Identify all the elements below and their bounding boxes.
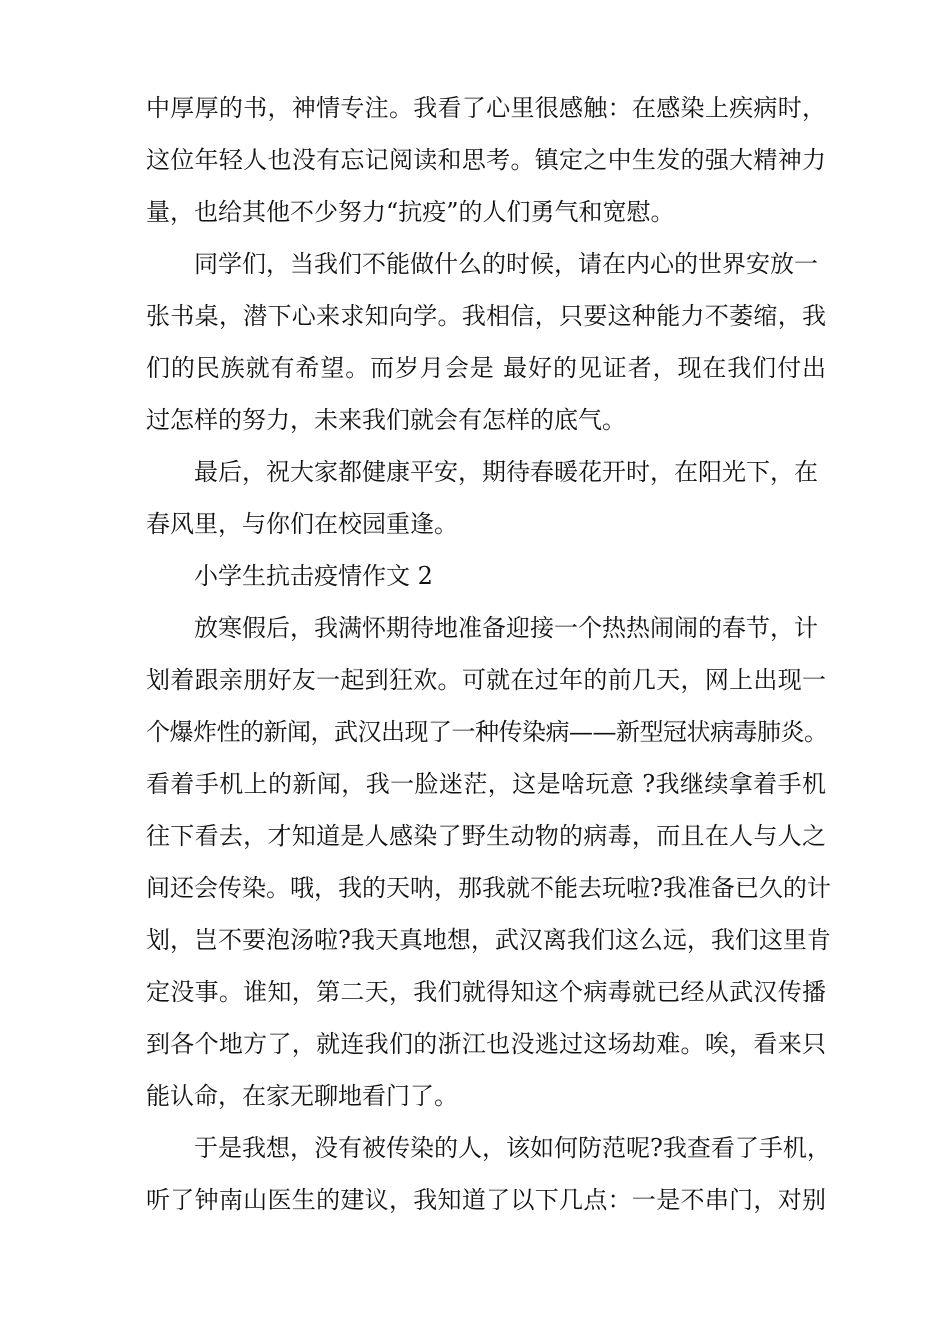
paragraph-first-line: 最后，祝大家都健康平安，期待春暖花开时，在阳光下，在 [194, 458, 818, 486]
text-line: 中厚厚的书，神情专注。我看了心里很感触：在感染上疾病时， [146, 94, 826, 122]
text-line: 这位年轻人也没有忘记阅读和思考。镇定之中生发的强大精神力 [146, 146, 826, 174]
text-line: 春风里，与你们在校园重逢。 [146, 510, 458, 538]
text-line: 划，岂不要泡汤啦?我天真地想，武汉离我们这么远，我们这里肯 [146, 926, 831, 954]
text-line: 个爆炸性的新闻，武汉出现了一种传染病——新型冠状病毒肺炎。 [146, 718, 828, 746]
text-line: 到各个地方了，就连我们的浙江也没逃过这场劫难。唉，看来只 [146, 1030, 826, 1058]
paragraph-first-line: 放寒假后，我满怀期待地准备迎接一个热热闹闹的春节，计 [194, 614, 818, 642]
text-line: 听了钟南山医生的建议，我知道了以下几点：一是不串门，对别 [146, 1186, 826, 1214]
text-line: 划着跟亲朋好友一起到狂欢。可就在过年的前几天，网上出现一 [146, 666, 826, 694]
text-line: 看着手机上的新闻，我一脸迷茫，这是啥玩意 ?我继续拿着手机 [146, 770, 826, 798]
text-line: 间还会传染。哦，我的天呐，那我就不能去玩啦?我准备已久的计 [146, 874, 831, 902]
text-line: 量，也给其他不少努力“抗疫”的人们勇气和宽慰。 [146, 198, 675, 226]
paragraph-first-line: 同学们，当我们不能做什么的时候，请在内心的世界安放一 [194, 250, 818, 278]
text-line: 往下看去，才知道是人感染了野生动物的病毒，而且在人与人之 [146, 822, 826, 850]
paragraph-first-line: 于是我想，没有被传染的人，该如何防范呢?我查看了手机， [194, 1134, 831, 1162]
text-line: 张书桌，潜下心来求知向学。我相信，只要这种能力不萎缩，我 [146, 302, 826, 330]
text-line: 能认命，在家无聊地看门了。 [146, 1082, 458, 1110]
section-title: 小学生抗击疫情作文 2 [194, 562, 433, 590]
text-line: 们的民族就有希望。而岁月会是 最好的见证者，现在我们付出 [146, 354, 826, 382]
text-line: 过怎样的努力，未来我们就会有怎样的底气。 [146, 406, 626, 434]
text-line: 定没事。谁知，第二天，我们就得知这个病毒就已经从武汉传播 [146, 978, 826, 1006]
